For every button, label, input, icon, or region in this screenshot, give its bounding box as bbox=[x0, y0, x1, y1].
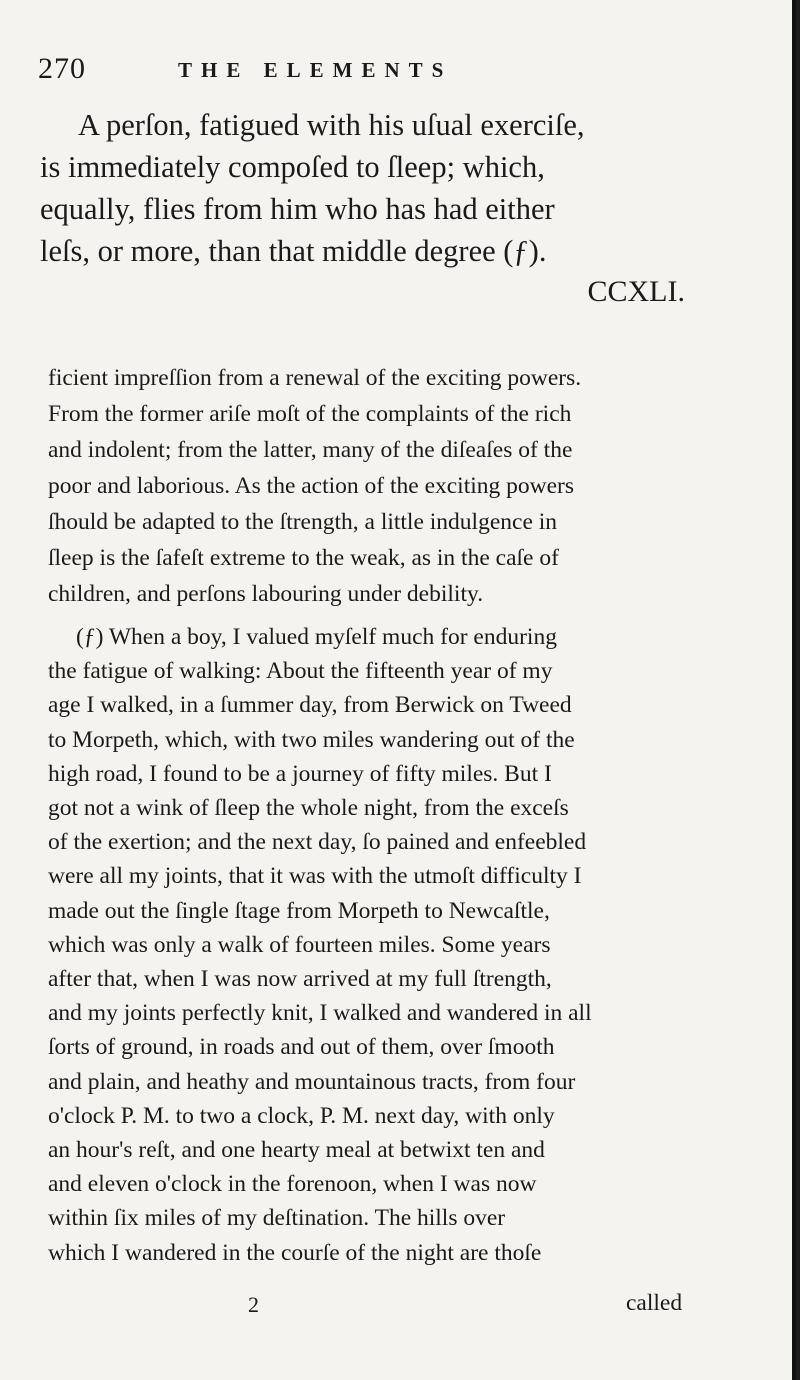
footnote-line: and plain, and heathy and mountainous tracts, from four bbox=[48, 1068, 576, 1095]
text-line: equally, flies from him who has had either bbox=[40, 192, 555, 226]
running-header bbox=[38, 52, 558, 92]
footnote-line: high road, I found to be a journey of fifty miles. But I bbox=[48, 760, 552, 787]
signature-mark: 2 bbox=[248, 1292, 259, 1317]
footnote-line: age I walked, in a ſummer day, from Berwick on Tweed bbox=[48, 692, 572, 719]
top-paragraph bbox=[40, 104, 700, 272]
text-line: ſleep is the ſafeſt extreme to the weak, as in the caſe of bbox=[48, 545, 559, 571]
footnote-line: an hour's reſt, and one hearty meal at betwixt ten and bbox=[48, 1137, 545, 1164]
footnote bbox=[48, 620, 698, 1270]
footnote-line: ſorts of ground, in roads and out of them, over ſmooth bbox=[48, 1034, 555, 1061]
text-line: ſhould be adapted to the ſtrength, a little indulgence in bbox=[48, 509, 558, 535]
footnote-line: after that, when I was now arrived at my full ſtrength, bbox=[48, 966, 552, 993]
footnote-line: to Morpeth, which, with two miles wandering out of the bbox=[48, 726, 575, 753]
main-paragraph bbox=[48, 360, 698, 612]
footnote-line: which was only a walk of fourteen miles. Some years bbox=[48, 931, 551, 958]
footnote-line: and eleven o'clock in the forenoon, when I was now bbox=[48, 1171, 537, 1198]
text-line: children, and perſons labouring under debility. bbox=[48, 581, 484, 607]
text-line: poor and laborious. As the action of the exciting powers bbox=[48, 473, 575, 499]
text-line: From the former ariſe moſt of the complaints of the rich bbox=[48, 401, 572, 427]
footnote-line: got not a wink of ſleep the whole night, from the exceſs bbox=[48, 795, 569, 822]
footnote-line: (ƒ) When a boy, I valued myſelf much for enduring bbox=[76, 624, 557, 650]
footnote-line: within ſix miles of my deſtination. The hills over bbox=[48, 1205, 506, 1232]
text-line: and indolent; from the latter, many of the diſeaſes of the bbox=[48, 437, 573, 463]
footnote-line: of the exertion; and the next day, ſo pained and enfeebled bbox=[48, 829, 587, 856]
text-line: ficient impreſſion from a renewal of the exciting powers. bbox=[48, 365, 582, 391]
footnote-line: o'clock P. M. to two a clock, P. M. next day, with only bbox=[48, 1102, 555, 1129]
footnote-line: made out the ſingle ſtage from Morpeth to Newcaſtle, bbox=[48, 897, 550, 924]
catchword: called bbox=[626, 1290, 683, 1316]
page-number: 270 bbox=[38, 52, 86, 85]
text-line: is immediately compoſed to ſleep; which, bbox=[40, 150, 545, 184]
text-line: A perſon, fatigued with his uſual exerciſe, bbox=[78, 108, 585, 142]
running-title: THE ELEMENTS bbox=[178, 58, 453, 82]
footnote-line: which I wandered in the courſe of the night are thoſe bbox=[48, 1239, 542, 1266]
footnote-line: and my joints perfectly knit, I walked and wandered in all bbox=[48, 1000, 592, 1027]
show-through-texture bbox=[180, 290, 700, 350]
text-line: leſs, or more, than that middle degree (ƒ). bbox=[40, 234, 547, 268]
footnote-line: were all my joints, that it was with the utmoſt difficulty I bbox=[48, 863, 582, 890]
page-edge bbox=[792, 0, 796, 1380]
section-number: CCXLI. bbox=[587, 275, 685, 308]
footnote-line: the fatigue of walking: About the fifteenth year of my bbox=[48, 658, 553, 685]
